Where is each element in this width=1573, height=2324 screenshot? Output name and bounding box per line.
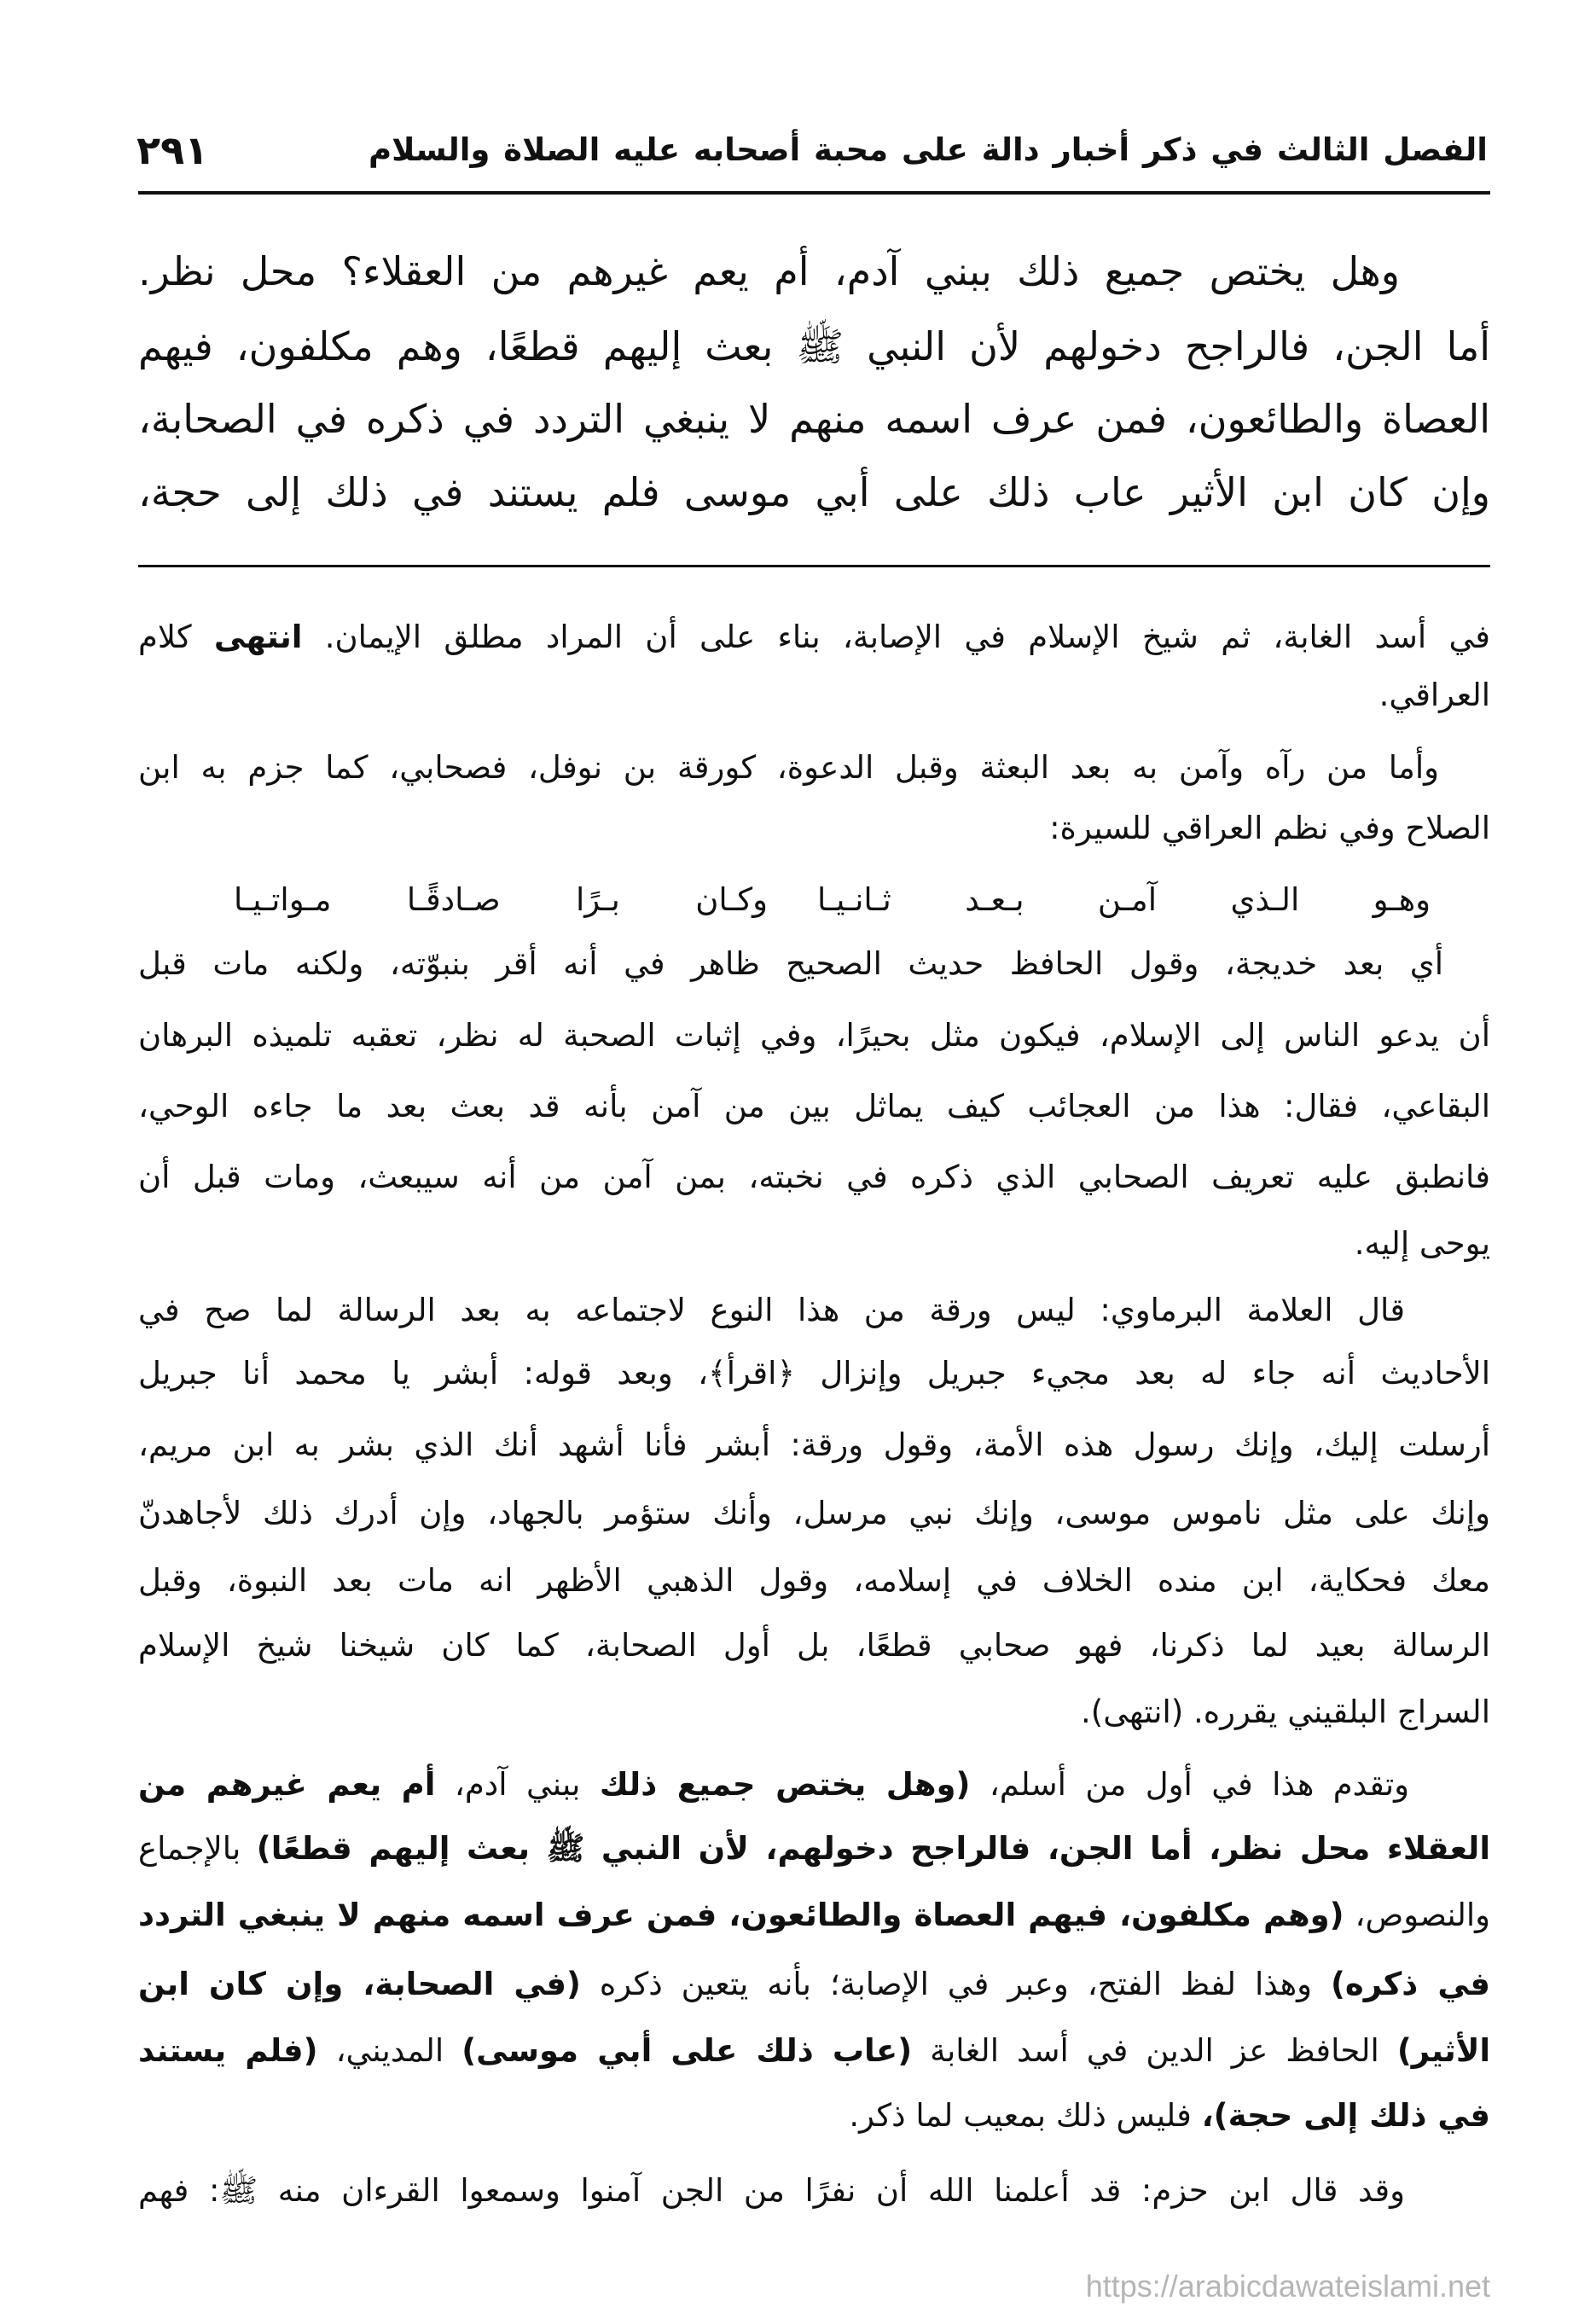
bold-text-segment: في ذلك إلى حجة)، [1201, 2097, 1490, 2134]
text-segment: أي بعد خديجة، وقول الحافظ حديث الصحيح ظاهر في أنه أقر بنبوّته، ولكنه مات قبل [138, 945, 1443, 982]
bold-text-segment: (عاب ذلك على أبي موسى) [461, 2032, 913, 2069]
bold-text-segment: (وهم مكلفون، فيهم العصاة والطائعون، فمن عرف اسمه منهم لا ينبغي التردد [138, 1897, 1344, 1933]
text-segment: العراقي. [1379, 677, 1490, 713]
bold-text-segment: (وهل يختص جميع ذلك [599, 1766, 971, 1803]
main-text-line: العصاة والطائعون، فمن عرف اسمه منهم لا ينبغي التردد في ذكره في الصحابة، [138, 396, 1490, 442]
bold-text-segment: في ذكره) [1330, 1966, 1490, 2002]
poem-second-hemistich: وكـان بـرًا صـادقًـا مـواتـيـا [234, 881, 768, 918]
text-segment: المديني، [335, 2032, 444, 2069]
text-segment: يوحى إليه. [1354, 1225, 1490, 1262]
footnote-line [138, 741, 1490, 795]
footnote-line [138, 1346, 1490, 1401]
text-segment: أرسلت إليك، وإنك رسول هذه الأمة، وقول ورقة: أبشر فأنا أشهد أنك الذي بشر به ابن مريم، [138, 1426, 1490, 1463]
footnote-line [138, 937, 1490, 991]
footnote-separator [138, 565, 1490, 567]
main-text-line: أما الجن، فالراجح دخولهم لأن النبي ﷺ بعث إليهم قطعًا، وهم مكلفون، فيهم [138, 323, 1490, 369]
watermark-url: https://arabicdawateislami.net [1085, 2269, 1490, 2304]
bold-text-segment: (فلم يستند [138, 2032, 318, 2069]
footnote-line [138, 1758, 1490, 1812]
bold-text-segment: العقلاء محل نظر، أما الجن، فالراجح دخولهم، لأن النبي ﷺ بعث إليهم قطعًا) [256, 1830, 1491, 1867]
text-segment: فانطبق عليه تعريف الصحابي الذي ذكره في نخبته، بمن آمن من أنه سيبعث، ومات قبل أن [138, 1159, 1490, 1195]
text-segment: وهذا لفظ الفتح، وعبر في الإصابة؛ بأنه يتعين ذكره [599, 1966, 1313, 2002]
text-segment: قال العلامة البرماوي: ليس ورقة من هذا النوع لاجتماعه به بعد الرسالة لما صح في [138, 1292, 1405, 1328]
poem-first-hemistich: وهـو الـذي آمـن بـعـد ثـانـيـا [817, 881, 1431, 918]
text-segment: وتقدم هذا في أول من أسلم، [989, 1766, 1409, 1803]
text-segment: السراج البلقيني يقرره. (انتهى). [1081, 1694, 1490, 1730]
footnote-line [138, 1957, 1490, 2012]
text-segment: البقاعي، فقال: هذا من العجائب كيف يماثل بين من آمن بأنه قد بعث بعد ما جاءه الوحي، [138, 1088, 1490, 1124]
main-text-line: وهل يختص جميع ذلك ببني آدم، أم يعم غيرهم من العقلاء؟ محل نظر. [138, 248, 1400, 294]
page-number: ٢٩١ [136, 127, 209, 173]
text-segment: وأما من رآه وآمن به بعد البعثة وقبل الدعوة، كورقة بن نوفل، فصحابي، كما جزم به ابن [138, 749, 1439, 786]
chapter-title: الفصل الثالث في ذكر أخبار دالة على محبة أصحابه عليه الصلاة والسلام [369, 131, 1488, 168]
footnote-line [138, 1283, 1490, 1338]
footnote-line [138, 1217, 1490, 1271]
text-segment: كلام [138, 619, 192, 655]
bold-text-segment: (في الصحابة، وإن كان ابن [138, 1966, 581, 2002]
bold-text-segment: انتهى [213, 619, 303, 655]
footnote-line [138, 1554, 1490, 1608]
footnote-line [138, 2089, 1490, 2143]
footnote-line [138, 610, 1490, 665]
text-segment: أن يدعو الناس إلى الإسلام، فيكون مثل بحيرًا، وفي إثبات الصحبة له نظر، تعقبه تلميذه البرهان [138, 1017, 1490, 1054]
text-segment: وإنك على مثل ناموس موسى، وإنك نبي مرسل، وأنك ستؤمر بالجهاد، وإن أدرك ذلك لأجاهدنّ [138, 1495, 1490, 1531]
header-rule [138, 191, 1490, 195]
bold-text-segment: الأثير) [1396, 2032, 1491, 2069]
footnote-line [138, 1150, 1490, 1205]
footnote-line [138, 1821, 1490, 1876]
bold-text-segment: أم يعم غيرهم من [138, 1766, 436, 1803]
text-segment: الرسالة بعيد لما ذكرنا، فهو صحابي قطعًا، بل أول الصحابة، كما كان شيخنا شيخ الإسلام [138, 1627, 1490, 1664]
text-segment: فليس ذلك بمعيب لما ذكر. [849, 2097, 1192, 2134]
footnote-line [138, 1008, 1490, 1063]
text-segment: بالإجماع [138, 1830, 241, 1867]
footnote-line [138, 1618, 1490, 1673]
text-segment: الحافظ عز الدين في أسد الغابة [930, 2032, 1379, 2069]
footnote-line [138, 668, 1490, 723]
footnote-line [138, 2024, 1490, 2078]
footnote-line [138, 1079, 1490, 1134]
text-segment: الأحاديث أنه جاء له بعد مجيء جبريل وإنزال ﴿اقرأ﴾، وبعد قوله: أبشر يا محمد أنا جبريل [138, 1355, 1490, 1391]
text-segment: ببني آدم، [454, 1766, 581, 1803]
text-segment: في أسد الغابة، ثم شيخ الإسلام في الإصابة، بناء على أن المراد مطلق الإيمان. [324, 619, 1490, 655]
text-segment: والنصوص، [1355, 1897, 1490, 1933]
text-segment: الصلاح وفي نظم العراقي للسيرة: [1049, 810, 1490, 846]
footnote-line [138, 1486, 1490, 1541]
text-segment: معك فحكاية، ابن منده الخلاف في إسلامه، وقول الذهبي الأظهر انه مات بعد النبوة، وقبل [138, 1562, 1490, 1599]
footnote-line [138, 801, 1490, 856]
footnote-line [138, 1888, 1490, 1943]
footnote-line [138, 2164, 1490, 2218]
main-text-line: وإن كان ابن الأثير عاب ذلك على أبي موسى فلم يستند في ذلك إلى حجة، [138, 469, 1490, 515]
footnote-line [138, 1418, 1490, 1473]
footnote-line [138, 1685, 1490, 1740]
text-segment: وقد قال ابن حزم: قد أعلمنا الله أن نفرًا من الجن آمنوا وسمعوا القرءان منه ﷺ: فهم [138, 2172, 1405, 2209]
